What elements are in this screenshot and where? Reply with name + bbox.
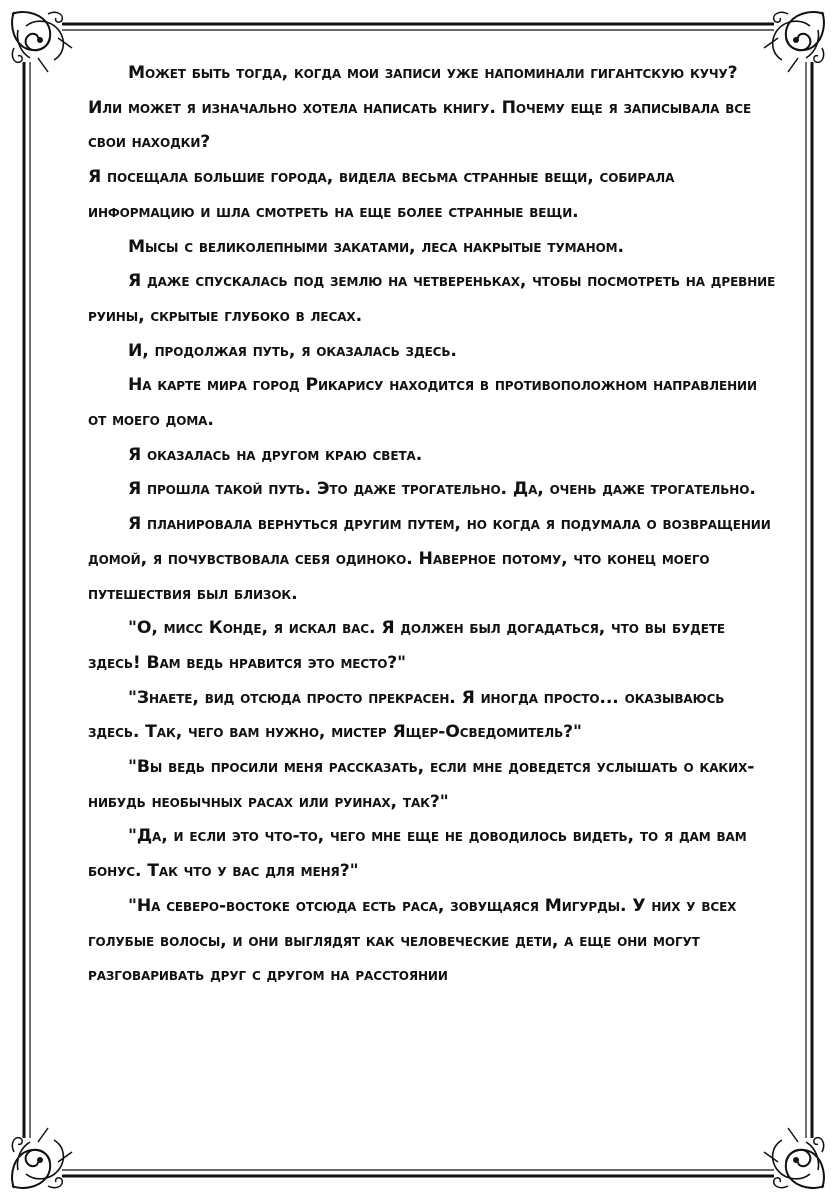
paragraph: Я прошла такой путь. Это даже трогательно. Да, очень даже трогательно.: [128, 479, 756, 500]
paragraph: На карте мира город Рикарису находится в противоположном направлении от моего дома.: [88, 375, 757, 431]
page-text: [88, 56, 778, 993]
paragraph: Или может я изначально хотела написать книгу. Почему еще я записывала все свои находки?: [88, 97, 752, 153]
paragraph: Я посещала большие города, видела весьма странные вещи, собирала информацию и шла смотреть на еще более странные вещи.: [88, 167, 675, 222]
corner-flourish-top-left: [12, 12, 72, 72]
paragraph: Мысы с великолепными закатами, леса накрытые туманом.: [128, 236, 624, 257]
paragraph: Я даже спускалась под землю на четвереньках, чтобы посмотреть на древние руины, скрытые глубоко в лесах.: [88, 271, 776, 326]
corner-flourish-bottom-left: [12, 1128, 72, 1188]
dialogue-paragraph: "Знаете, вид отсюда просто прекрасен. Я иногда просто... оказываюсь здесь. Так, чего вам нужно, мистер Ящер-Осведомитель?": [88, 687, 725, 743]
paragraph: Я оказалась на другом краю света.: [128, 444, 423, 465]
paragraph: Может быть тогда, когда мои записи уже напоминали гигантскую кучу?: [128, 63, 738, 83]
paragraph: Я планировала вернуться другим путем, но когда я подумала о возвращении домой, я почувствовала себя одиноко. Наверное потому, что конец моего путешествия был близок.: [88, 514, 771, 604]
dialogue-paragraph: "О, мисс Конде, я искал вас. Я должен был догадаться, что вы будете здесь! Вам ведь нравится это место?": [88, 618, 726, 673]
corner-flourish-bottom-right: [764, 1128, 824, 1188]
dialogue-paragraph: "Да, и если это что-то, чего мне еще не доводилось видеть, то я дам вам бонус. Так что у вас для меня?": [88, 826, 747, 882]
dialogue-paragraph: "На северо-востоке отсюда есть раса, зовущаяся Мигурды. У них у всех голубые волосы, и они выглядят как человеческие дети, а еще они могут разговаривать друг с другом на расстоянии: [88, 895, 737, 986]
paragraph: И, продолжая путь, я оказалась здесь.: [128, 340, 457, 361]
dialogue-paragraph: "Вы ведь просили меня рассказать, если мне доведется услышать о каких-нибудь необычных расах или руинах, так?": [88, 757, 755, 812]
